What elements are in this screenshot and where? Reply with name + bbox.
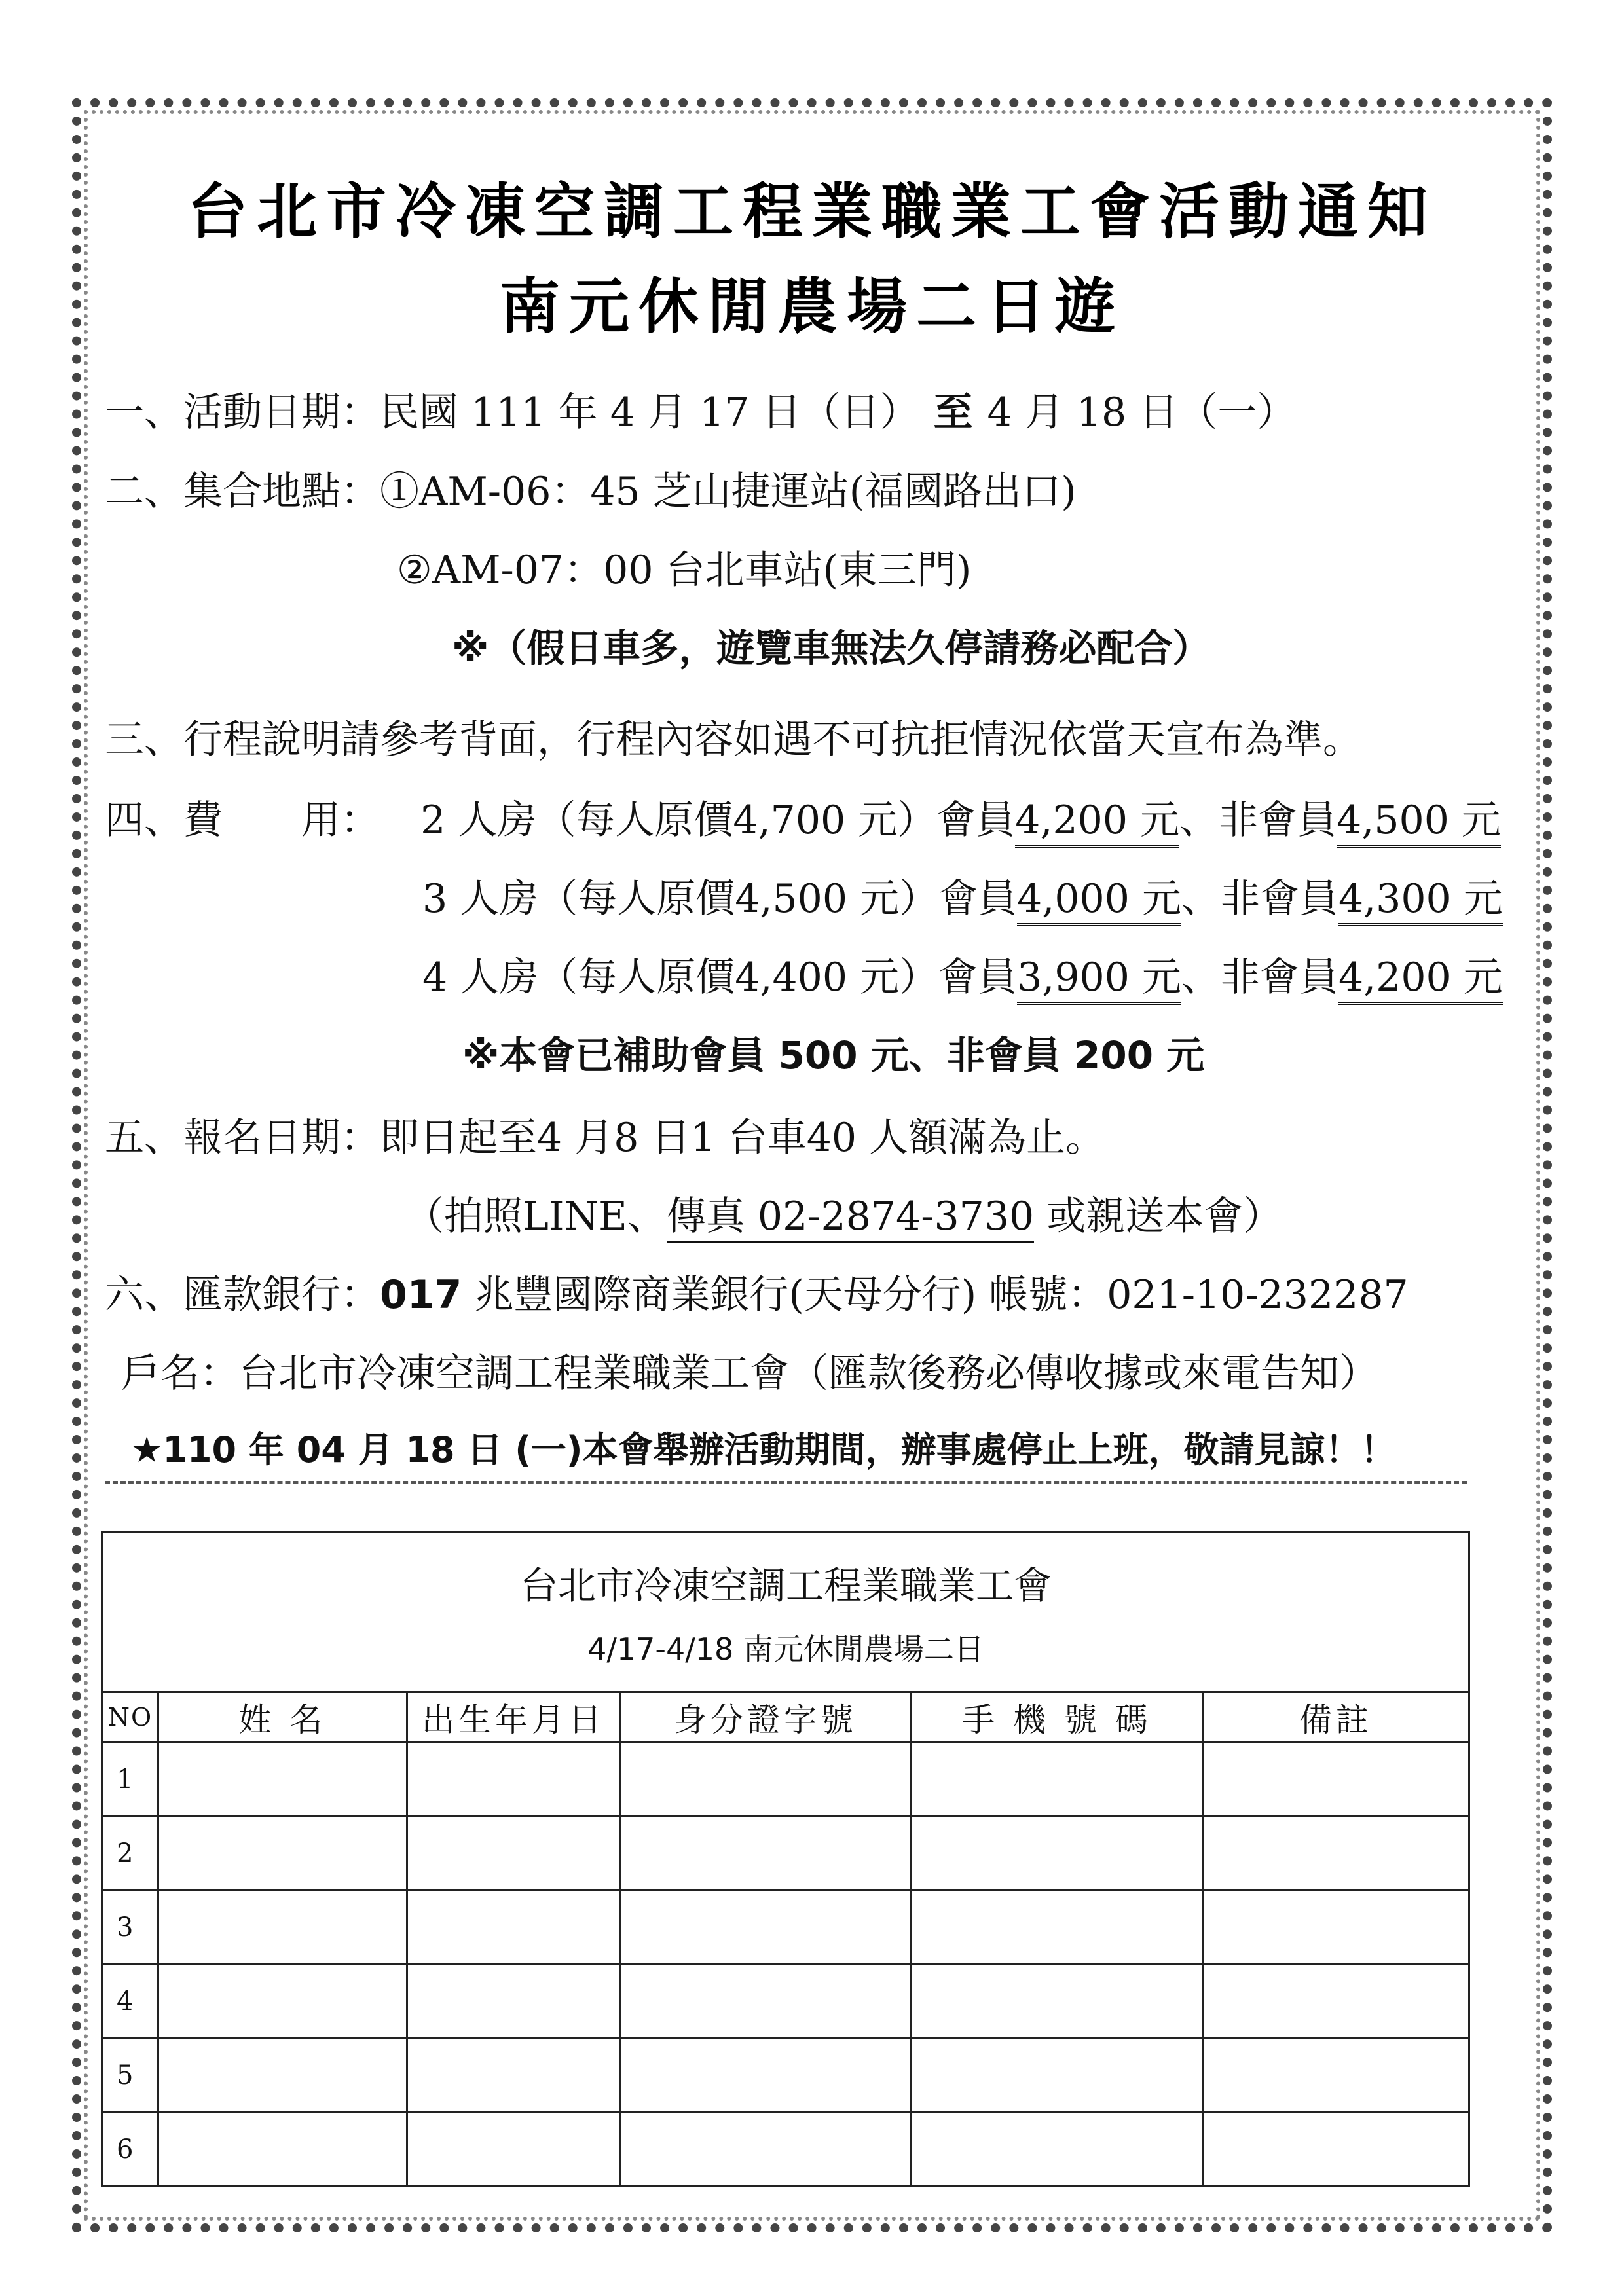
row-number: 6	[103, 2113, 158, 2187]
meeting-place-label: 二、集合地點：	[105, 469, 380, 515]
activity-date-to: 至	[933, 390, 973, 435]
subsidy-note: ※本會已補助會員 500 元、非會員 200 元	[462, 1033, 1205, 1078]
id-cell[interactable]	[620, 1817, 912, 1891]
activity-date-line	[105, 381, 1296, 437]
column-header-name: 姓 名	[158, 1692, 407, 1743]
row-number: 3	[103, 1891, 158, 1965]
id-cell[interactable]	[620, 2039, 912, 2113]
bank-value: 兆豐國際商業銀行(天母分行) 帳號：021-10-232287	[462, 1272, 1409, 1318]
form-subtitle: 4/17-4/18 南元休閒農場二日	[587, 1631, 984, 1667]
fee-sep: 、非會員	[1181, 876, 1338, 922]
office-closed-notice: ★110 年 04 月 18 日 (一)本會舉辦活動期間，辦事處停止上班，敬請見諒！！	[131, 1429, 1396, 1470]
name-cell[interactable]	[158, 2039, 407, 2113]
fee-room: 4 人房（每人原價4,400 元）會員	[422, 955, 1018, 1000]
phone-cell[interactable]	[912, 1817, 1203, 1891]
phone-cell[interactable]	[912, 2039, 1203, 2113]
birthdate-cell[interactable]	[407, 2039, 620, 2113]
fee-member: 4,000 元	[1017, 876, 1181, 926]
cut-line	[105, 1481, 1467, 1484]
table-row	[103, 1743, 1469, 1817]
birthdate-cell[interactable]	[407, 2113, 620, 2187]
fee-sep: 、非會員	[1179, 797, 1337, 843]
registration-form	[101, 1531, 1470, 2187]
fee-nonmember: 4,300 元	[1338, 876, 1503, 926]
page-subtitle: 南元休閒農場二日遊	[499, 272, 1124, 342]
fee-line-1	[105, 789, 1501, 845]
fax-number: 傳真 02-2874-3730	[667, 1194, 1034, 1243]
bank-line	[105, 1264, 1409, 1320]
column-header-remarks: 備註	[1203, 1692, 1469, 1743]
name-cell[interactable]	[158, 1817, 407, 1891]
column-header-no: NO	[103, 1692, 158, 1743]
form-header	[103, 1532, 1469, 1692]
fee-nonmember: 4,200 元	[1338, 955, 1503, 1005]
remarks-cell[interactable]	[1203, 1817, 1469, 1891]
phone-cell[interactable]	[912, 1891, 1203, 1965]
remarks-cell[interactable]	[1203, 2113, 1469, 2187]
itinerary-line: 三、行程說明請參考背面，行程內容如遇不可抗拒情況依當天宣布為準。	[105, 717, 1362, 763]
fee-room: 2 人房（每人原價4,700 元）會員	[420, 797, 1016, 843]
birthdate-cell[interactable]	[407, 1965, 620, 2039]
fee-member: 3,900 元	[1017, 955, 1181, 1005]
birthdate-cell[interactable]	[407, 1743, 620, 1817]
name-cell[interactable]	[158, 1743, 407, 1817]
column-header-phone: 手 機 號 碼	[912, 1692, 1203, 1743]
bank-code: 017	[380, 1272, 462, 1318]
row-number: 5	[103, 2039, 158, 2113]
fee-line-3	[422, 946, 1503, 1002]
id-cell[interactable]	[620, 1743, 912, 1817]
account-name-line: 戶名：台北市冷凍空調工程業職業工會（匯款後務必傳收據或來電告知）	[121, 1351, 1378, 1396]
bank-label: 六、匯款銀行：	[105, 1272, 380, 1318]
meeting-place-1: ①AM-06：45 芝山捷運站(福國路出口)	[380, 469, 1077, 515]
signup-note-b: 或親送本會）	[1034, 1194, 1283, 1239]
table-row	[103, 2113, 1469, 2187]
fee-nonmember: 4,500 元	[1337, 797, 1501, 848]
table-row	[103, 2039, 1469, 2113]
remarks-cell[interactable]	[1203, 1965, 1469, 2039]
table-row	[103, 1965, 1469, 2039]
meeting-place-2: ②AM-07：00 台北車站(東三門)	[397, 547, 972, 593]
id-cell[interactable]	[620, 1965, 912, 2039]
remarks-cell[interactable]	[1203, 1891, 1469, 1965]
row-number: 1	[103, 1743, 158, 1817]
meeting-place-note: ※（假日車多，遊覽車無法久停請務必配合）	[452, 626, 1211, 670]
meeting-place-line-1	[105, 460, 1077, 517]
phone-cell[interactable]	[912, 1965, 1203, 2039]
birthdate-cell[interactable]	[407, 1891, 620, 1965]
id-cell[interactable]	[620, 1891, 912, 1965]
name-cell[interactable]	[158, 2113, 407, 2187]
id-cell[interactable]	[620, 2113, 912, 2187]
activity-date-start: 民國 111 年 4 月 17 日（日）	[380, 390, 919, 435]
form-org-name: 台北市冷凍空調工程業職業工會	[519, 1563, 1052, 1608]
phone-cell[interactable]	[912, 2113, 1203, 2187]
signup-note	[405, 1185, 1282, 1241]
table-row	[103, 1891, 1469, 1965]
row-number: 4	[103, 1965, 158, 2039]
phone-cell[interactable]	[912, 1743, 1203, 1817]
column-header-id: 身分證字號	[620, 1692, 912, 1743]
birthdate-cell[interactable]	[407, 1817, 620, 1891]
name-cell[interactable]	[158, 1891, 407, 1965]
column-header-birthdate: 出生年月日	[407, 1692, 620, 1743]
fee-label: 四、費 用：	[105, 797, 380, 843]
table-row	[103, 1817, 1469, 1891]
activity-date-label: 一、活動日期：	[105, 390, 380, 435]
remarks-cell[interactable]	[1203, 2039, 1469, 2113]
fee-sep: 、非會員	[1181, 955, 1338, 1000]
fee-room: 3 人房（每人原價4,500 元）會員	[422, 876, 1018, 922]
signup-line: 五、報名日期：即日起至4 月8 日1 台車40 人額滿為止。	[105, 1115, 1105, 1161]
row-number: 2	[103, 1817, 158, 1891]
name-cell[interactable]	[158, 1965, 407, 2039]
activity-date-end: 4 月 18 日（一）	[987, 390, 1297, 435]
signup-note-a: （拍照LINE、	[405, 1194, 667, 1239]
fee-line-2	[422, 867, 1503, 924]
page-title: 台北市冷凍空調工程業職業工會活動通知	[187, 177, 1437, 247]
remarks-cell[interactable]	[1203, 1743, 1469, 1817]
fee-member: 4,200 元	[1015, 797, 1179, 848]
